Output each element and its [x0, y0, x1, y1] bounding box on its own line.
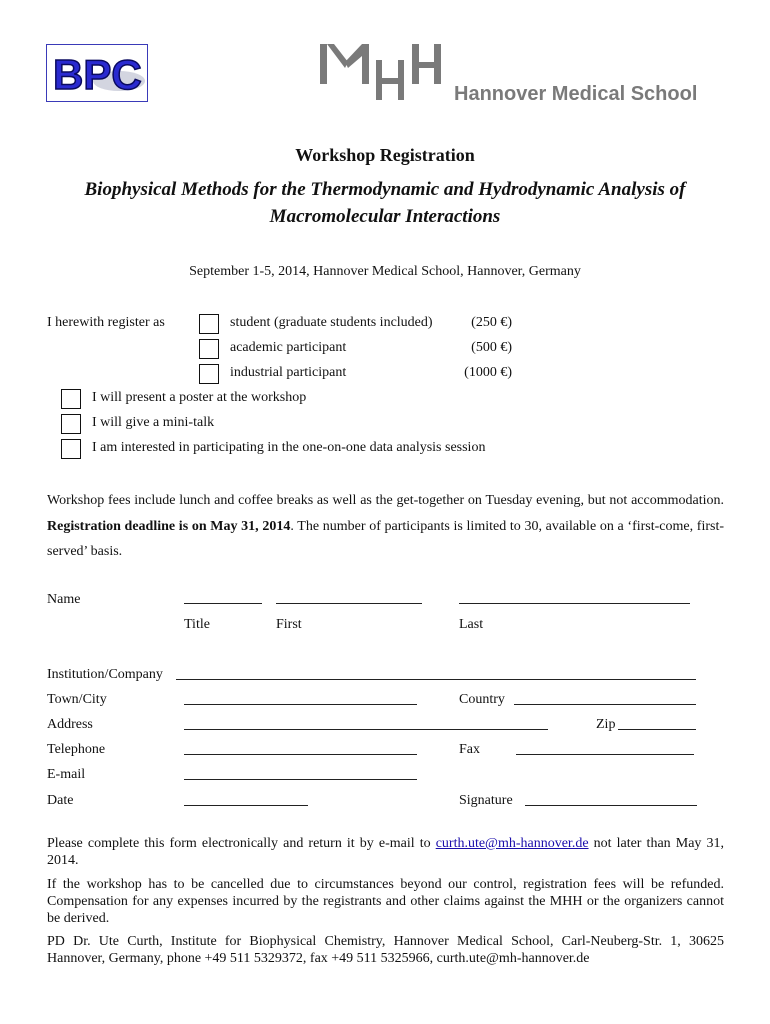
- town-field[interactable]: [184, 704, 417, 705]
- date-field[interactable]: [184, 805, 308, 806]
- minitalk-option-label: I will give a mini-talk: [92, 415, 215, 430]
- bpc-logo: [46, 44, 148, 102]
- student-checkbox[interactable]: [199, 314, 219, 334]
- mhh-logo: [318, 40, 698, 110]
- industrial-option-label: industrial participant: [230, 365, 347, 380]
- workshop-subtitle-line1: Biophysical Methods for the Thermodynamic and Hydrodynamic Analysis of: [84, 179, 686, 200]
- fees-text-2: . The number of participants is limited to 30, available on a ‘first-come, first-served’ basis.: [47, 518, 725, 559]
- poster-checkbox[interactable]: [61, 389, 81, 409]
- address-field[interactable]: [184, 729, 548, 730]
- student-option-label: student (graduate students included): [230, 315, 433, 330]
- return-text-post: not later than May 31, 2014.: [47, 836, 724, 868]
- date-label: Date: [47, 793, 74, 808]
- first-caption: First: [276, 617, 302, 632]
- return-text-pre: Please complete this form electronically and return it by e-mail to: [47, 836, 436, 851]
- bpc-logo-graphic: [47, 45, 147, 101]
- cancellation-note: If the workshop has to be cancelled due to circumstances beyond our control, registration fees will be refunded. Compensation for any expenses incurred by the registrants and other claims against the MHH or the organizers cannot be derived.: [47, 877, 724, 926]
- return-instructions: [47, 835, 724, 869]
- institution-field[interactable]: [176, 679, 696, 680]
- fees-paragraph: [47, 488, 724, 565]
- signature-label: Signature: [459, 793, 513, 808]
- contact-info: PD Dr. Ute Curth, Institute for Biophysical Chemistry, Hannover Medical School, Carl-Neuberg-Str. 1, 30625 Hannover, Germany, phone +49 511 5329372, fax +49 511 5325966, curth.ute@mh-hannover.de: [47, 934, 724, 966]
- page-title: Workshop Registration: [295, 145, 475, 165]
- mhh-school-name: Hannover Medical School: [454, 83, 698, 105]
- academic-option-label: academic participant: [230, 340, 347, 355]
- name-label: Name: [47, 592, 81, 607]
- minitalk-checkbox[interactable]: [61, 414, 81, 434]
- fax-label: Fax: [459, 742, 480, 757]
- student-option-fee: (250 €): [471, 315, 512, 330]
- academic-checkbox[interactable]: [199, 339, 219, 359]
- register-lead: I herewith register as: [47, 315, 165, 330]
- zip-field[interactable]: [618, 729, 696, 730]
- data-analysis-checkbox[interactable]: [61, 439, 81, 459]
- signature-field[interactable]: [525, 805, 697, 806]
- date-location: September 1-5, 2014, Hannover Medical School, Hannover, Germany: [189, 264, 581, 279]
- country-field[interactable]: [514, 704, 696, 705]
- zip-label: Zip: [596, 717, 616, 732]
- email-label: E-mail: [47, 767, 86, 782]
- first-name-field[interactable]: [276, 603, 422, 604]
- telephone-label: Telephone: [47, 742, 106, 757]
- telephone-field[interactable]: [184, 754, 417, 755]
- last-caption: Last: [459, 617, 484, 632]
- workshop-subtitle-line2: Macromolecular Interactions: [269, 206, 501, 227]
- fees-text-1: Workshop fees include lunch and coffee breaks as well as the get-together on Tuesday evening, but not accommodation.: [47, 493, 724, 508]
- town-label: Town/City: [47, 692, 107, 707]
- title-caption: Title: [184, 617, 210, 632]
- poster-option-label: I will present a poster at the workshop: [92, 390, 307, 405]
- address-label: Address: [47, 717, 93, 732]
- fax-field[interactable]: [516, 754, 694, 755]
- industrial-checkbox[interactable]: [199, 364, 219, 384]
- academic-option-fee: (500 €): [471, 340, 512, 355]
- registration-deadline: Registration deadline is on May 31, 2014: [47, 518, 291, 534]
- last-name-field[interactable]: [459, 603, 690, 604]
- bpc-logo-text: BPC: [53, 51, 142, 98]
- mhh-logo-mark: [318, 40, 448, 104]
- return-email-link[interactable]: curth.ute@mh-hannover.de: [435, 836, 589, 851]
- data-analysis-option-label: I am interested in participating in the one-on-one data analysis session: [92, 440, 486, 455]
- industrial-option-fee: (1000 €): [464, 365, 512, 380]
- country-label: Country: [459, 692, 505, 707]
- institution-label: Institution/Company: [47, 667, 163, 682]
- email-field[interactable]: [184, 779, 417, 780]
- title-field[interactable]: [184, 603, 262, 604]
